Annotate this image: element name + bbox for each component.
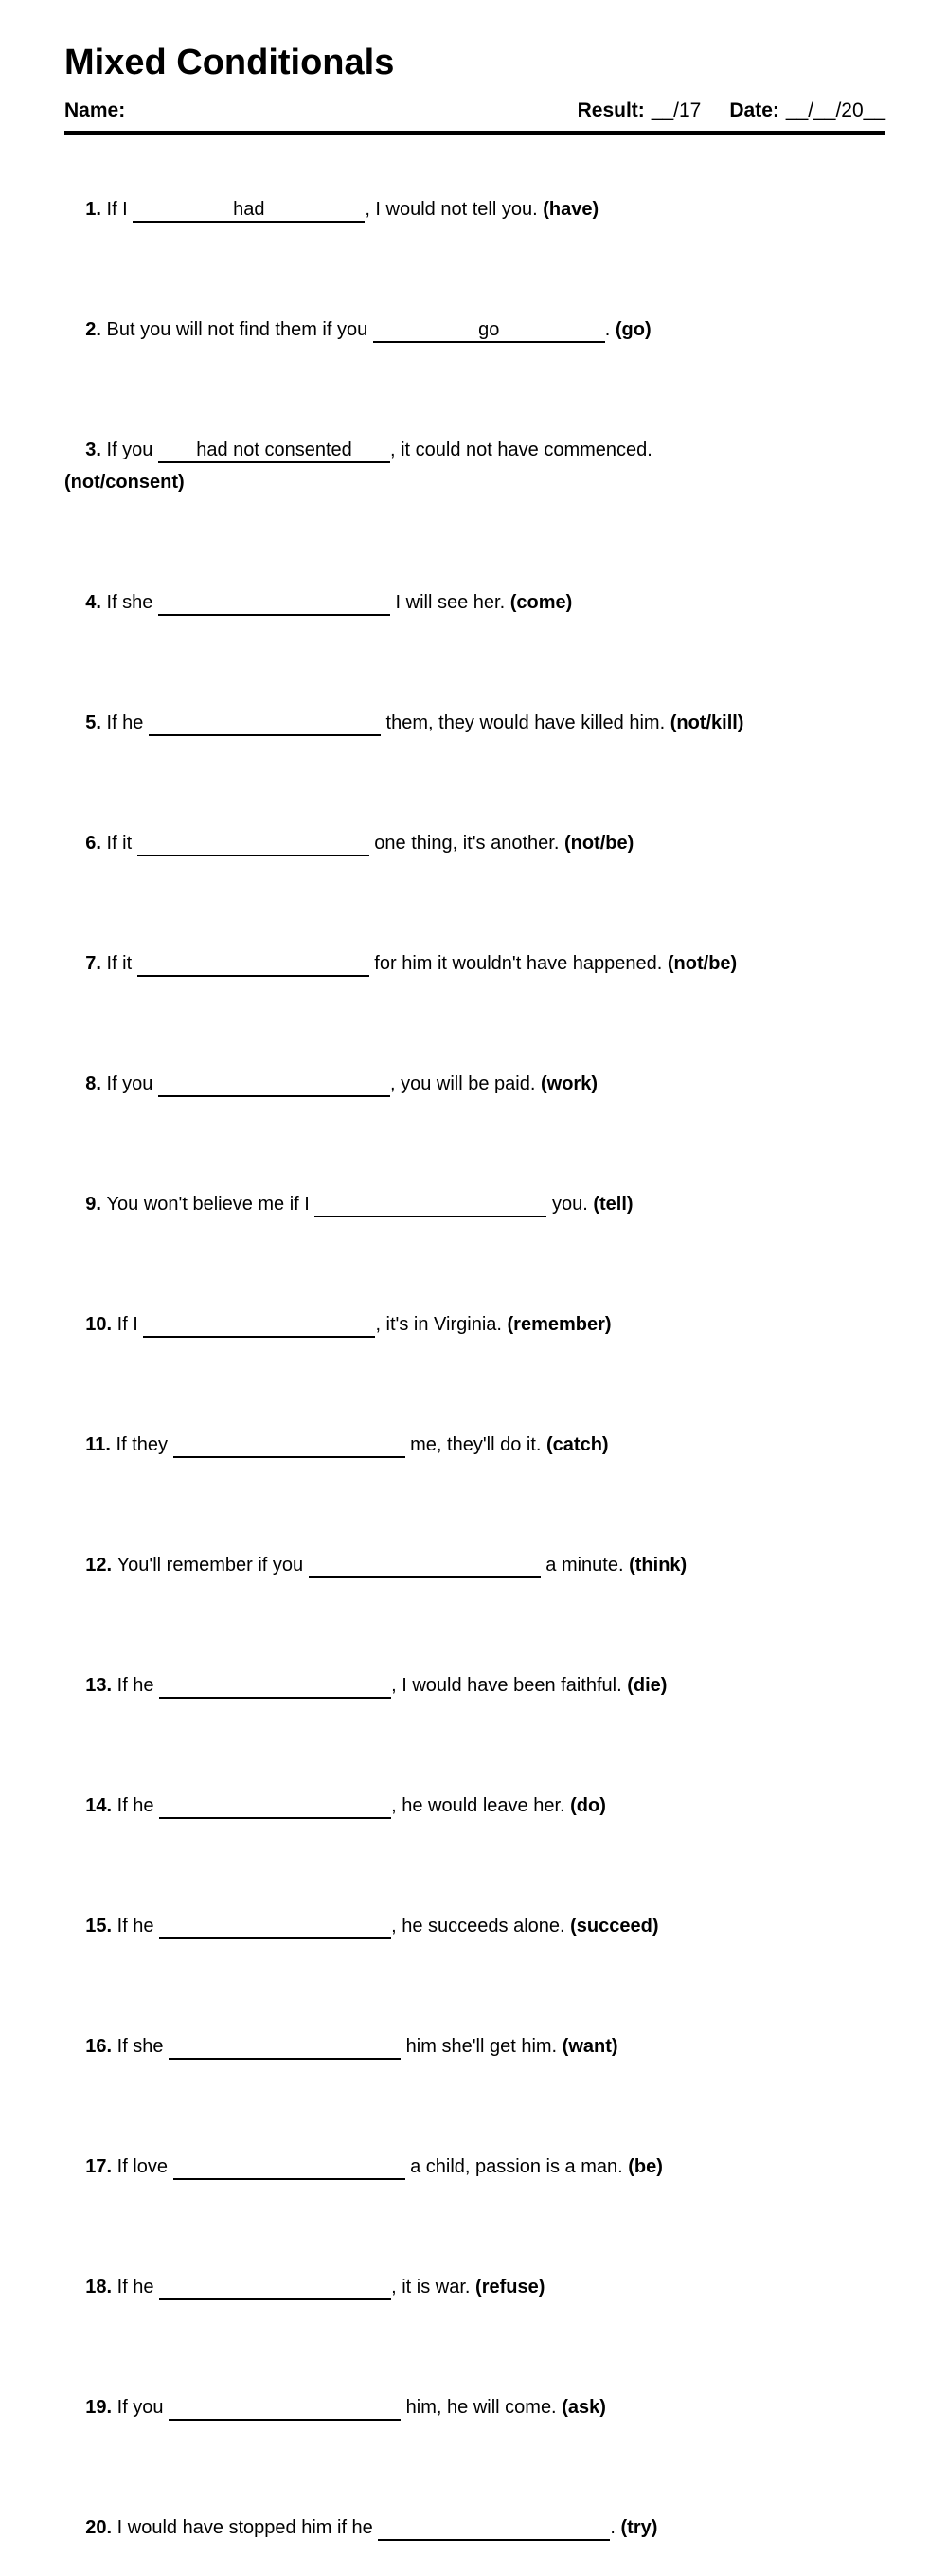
name-field-group [64,99,125,123]
answer-text [272,1073,277,1094]
verb-hint: (work) [540,1073,598,1094]
question-number: 1. [85,199,101,220]
question-row [64,1156,885,1252]
question-row [64,1396,885,1493]
question-post-text: , it's in Virginia. [375,1314,508,1335]
answer-text [282,2397,288,2418]
answer-blank[interactable] [169,2036,401,2060]
question-row [64,675,885,771]
verb-hint: (come) [509,592,573,613]
question-pre-text: You'll remember if you [116,1555,309,1576]
answer-text [273,1916,278,1937]
header-divider [64,131,885,135]
question-pre-text: But you will not find them if you [106,319,373,340]
question-post-text: , he succeeds alone. [391,1916,571,1937]
answer-blank[interactable] [158,440,390,463]
question-row [64,402,885,531]
answer-blank[interactable] [169,2397,401,2421]
verb-hint: (not/be) [667,953,738,974]
question-number: 18. [85,2277,113,2297]
verb-hint: (catch) [546,1434,609,1455]
question-post-text: , I would have been faithful. [391,1675,628,1696]
verb-hint: (go) [615,319,652,340]
answer-blank[interactable] [149,712,381,736]
question-row [64,795,885,892]
question-row [64,2239,885,2335]
question-number: 9. [85,1194,101,1215]
answer-text [250,953,256,974]
answer-blank[interactable] [173,2156,405,2180]
result-value[interactable]: __/17 [651,99,702,121]
answer-blank[interactable] [378,2517,610,2541]
question-post-text: you. [546,1194,594,1215]
answer-text [250,833,256,854]
page-title: Mixed Conditionals [64,43,395,82]
verb-hint: (ask) [562,2397,606,2418]
verb-hint: (not/be) [563,833,634,854]
question-post-text: him she'll get him. [401,2036,563,2057]
answer-blank[interactable] [173,1434,405,1458]
question-row [64,2118,885,2215]
date-label: Date: [729,99,779,121]
question-pre-text: If love [116,2156,173,2177]
verb-hint: (think) [629,1555,688,1576]
question-row [64,281,885,378]
question-post-text: , I would not tell you. [365,199,544,220]
answer-text [286,2156,292,2177]
answer-blank[interactable] [159,1675,391,1699]
answer-text [272,592,277,613]
verb-hint: (be) [628,2156,663,2177]
question-pre-text: If he [116,1795,160,1816]
question-row [64,915,885,1012]
verb-hint: (want) [562,2036,618,2057]
answer-text [262,712,268,733]
answer-text [421,1555,427,1576]
question-number: 8. [85,1073,101,1094]
question-post-text: a minute. [540,1555,630,1576]
question-post-text: I will see her. [390,592,510,613]
question-pre-text: You won't believe me if I [106,1194,315,1215]
question-number: 14. [85,1795,113,1816]
question-number: 16. [85,2036,113,2057]
question-pre-text: If he [106,712,149,733]
question-number: 15. [85,1916,113,1937]
question-row [64,554,885,651]
verb-hint: (try) [620,2517,658,2538]
question-post-text: for him it wouldn't have happened. [368,953,668,974]
question-pre-text: If I [106,199,134,220]
question-row [64,1878,885,1974]
answer-blank[interactable] [314,1194,546,1217]
question-row [64,1517,885,1613]
question-row [64,2359,885,2456]
question-post-text: . [610,2517,621,2538]
question-pre-text: If you [116,2397,170,2418]
answer-blank[interactable] [137,833,369,856]
question-number: 13. [85,1675,113,1696]
result-date-group [578,99,885,123]
question-number: 2. [85,319,101,340]
answer-text [257,1314,262,1335]
question-row [64,1757,885,1854]
question-pre-text: If she [116,2036,170,2057]
verb-hint: (refuse) [475,2277,545,2297]
question-post-text: one thing, it's another. [368,833,564,854]
question-post-text: , it could not have commenced. [390,440,658,460]
answer-blank[interactable] [309,1555,541,1578]
answer-text: go [478,319,500,340]
question-pre-text: If he [116,1675,160,1696]
question-post-text: , he would leave her. [391,1795,571,1816]
answer-blank[interactable] [159,2277,391,2300]
question-number: 3. [85,440,101,460]
question-number: 17. [85,2156,113,2177]
question-number: 7. [85,953,101,974]
answer-text: had not consented [196,440,352,460]
question-number: 4. [85,592,101,613]
question-post-text: , you will be paid. [390,1073,541,1094]
question-pre-text: If it [106,953,137,974]
verb-hint: (die) [627,1675,668,1696]
name-label: Name: [64,99,126,121]
answer-blank[interactable] [133,199,365,223]
question-pre-text: If I [116,1314,144,1335]
date-value[interactable]: __/__/20__ [785,99,885,121]
answer-blank[interactable] [158,592,390,616]
question-post-text: him, he will come. [401,2397,563,2418]
question-pre-text: If he [116,1916,160,1937]
result-label: Result: [577,99,645,121]
verb-hint: (remember) [507,1314,612,1335]
question-number: 6. [85,833,101,854]
answer-blank[interactable] [137,953,369,977]
verb-hint: (do) [570,1795,606,1816]
questions-list [64,161,885,2576]
question-row [64,1998,885,2095]
answer-text [282,2036,288,2057]
verb-hint: (not/kill) [670,712,744,733]
question-pre-text: I would have stopped him if he [116,2517,379,2538]
answer-text [273,1795,278,1816]
question-post-text: them, they would have killed him. [381,712,670,733]
question-post-text: , it is war. [391,2277,476,2297]
question-number: 12. [85,1555,113,1576]
worksheet-header [64,99,885,123]
answer-text [273,2277,278,2297]
answer-text [273,1675,278,1696]
answer-blank[interactable] [159,1916,391,1939]
question-row [64,1276,885,1373]
question-number: 5. [85,712,101,733]
verb-hint: (tell) [593,1194,634,1215]
question-pre-text: If they [116,1434,173,1455]
answer-text [491,2517,497,2538]
question-number: 19. [85,2397,113,2418]
answer-text: had [233,199,265,220]
question-number: 11. [85,1434,111,1455]
question-row [64,1036,885,1132]
answer-blank[interactable] [143,1314,375,1338]
question-pre-text: If he [116,2277,160,2297]
question-row [64,1637,885,1734]
question-row [64,2479,885,2576]
answer-blank[interactable] [158,1073,390,1097]
answer-text [428,1194,434,1215]
question-pre-text: If it [106,833,137,854]
verb-hint: (succeed) [570,1916,659,1937]
date-field-group [729,99,885,123]
question-number: 10. [85,1314,113,1335]
verb-hint: (not/consent) [64,472,185,493]
verb-hint: (have) [543,199,599,220]
question-post-text: . [604,319,616,340]
answer-text [286,1434,292,1455]
answer-blank[interactable] [159,1795,391,1819]
question-post-text: a child, passion is a man. [404,2156,629,2177]
question-post-text: me, they'll do it. [404,1434,546,1455]
question-row [64,161,885,258]
answer-blank[interactable] [373,319,605,343]
result-field-group [578,99,702,123]
question-number: 20. [85,2517,113,2538]
question-pre-text: If she [106,592,158,613]
question-pre-text: If you [106,440,158,460]
question-pre-text: If you [106,1073,158,1094]
